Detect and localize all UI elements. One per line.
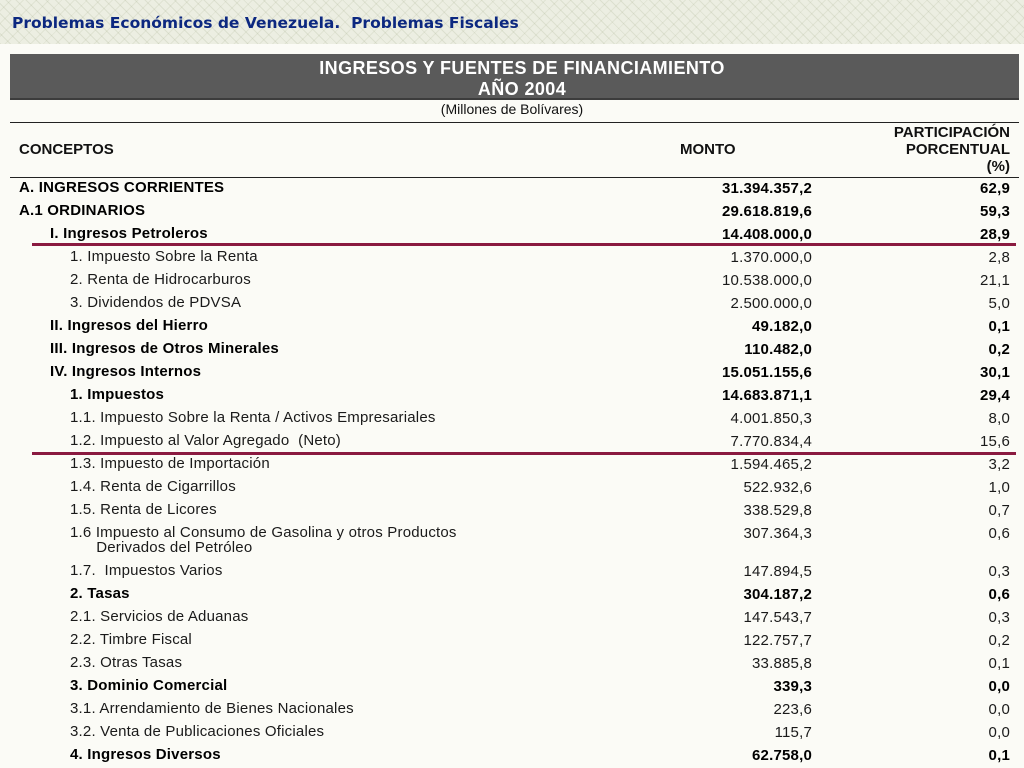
column-header-percent-sign: (%) (986, 158, 1010, 175)
column-header-concepts: CONCEPTOS (19, 141, 114, 158)
table-row (0, 523, 1024, 561)
row-concept: III. Ingresos de Otros Minerales (50, 340, 279, 357)
column-header-participacion: PARTICIPACIÓN (893, 124, 1010, 141)
row-concept: 1.7. Impuestos Varios (70, 562, 223, 579)
table-row (0, 362, 1024, 385)
table-row (0, 500, 1024, 523)
row-percentage: 0,0 (988, 724, 1010, 741)
row-concept: A.1 ORDINARIOS (19, 202, 146, 219)
table-row (0, 607, 1024, 630)
row-monto: 49.182,0 (752, 318, 812, 335)
row-percentage: 0,7 (988, 502, 1010, 519)
row-monto: 14.683.871,1 (722, 387, 812, 404)
row-monto: 147.894,5 (743, 563, 812, 580)
row-percentage: 0,2 (988, 341, 1010, 358)
row-concept: 2. Tasas (70, 585, 130, 602)
row-monto: 110.482,0 (744, 341, 812, 358)
row-monto: 1.594.465,2 (730, 456, 812, 473)
row-concept: I. Ingresos Petroleros (50, 225, 208, 242)
row-concept: 2.1. Servicios de Aduanas (70, 608, 249, 625)
row-monto: 33.885,8 (752, 655, 812, 672)
row-concept: A. INGRESOS CORRIENTES (19, 179, 225, 196)
row-percentage: 0,3 (988, 609, 1010, 626)
row-concept: 3.1. Arrendamiento de Bienes Nacionales (70, 700, 354, 717)
row-monto: 1.370.000,0 (730, 249, 812, 266)
table-row (0, 431, 1024, 454)
row-concept: 3.2. Venta de Publicaciones Oficiales (70, 723, 325, 740)
row-monto: 7.770.834,4 (730, 433, 812, 450)
row-monto: 15.051.155,6 (722, 364, 812, 381)
table-row (0, 653, 1024, 676)
row-monto: 29.618.819,6 (722, 203, 812, 220)
row-monto: 31.394.357,2 (722, 180, 812, 197)
row-monto: 304.187,2 (743, 586, 812, 603)
accent-underline-iva (32, 452, 1016, 455)
row-monto: 122.757,7 (743, 632, 812, 649)
row-percentage: 0,1 (988, 655, 1010, 672)
row-concept: 2.2. Timbre Fiscal (70, 631, 192, 648)
row-percentage: 8,0 (988, 410, 1010, 427)
row-percentage: 29,4 (980, 387, 1010, 404)
column-header-monto: MONTO (680, 141, 736, 158)
table-row (0, 247, 1024, 270)
table-row (0, 477, 1024, 500)
row-monto: 4.001.850,3 (730, 410, 812, 427)
table-row (0, 454, 1024, 477)
row-percentage: 15,6 (980, 433, 1010, 450)
slide-title: Problemas Económicos de Venezuela. Problemas Fiscales (12, 14, 519, 32)
row-monto: 2.500.000,0 (730, 295, 812, 312)
table-row (0, 676, 1024, 699)
table-row (0, 722, 1024, 745)
row-concept: 1.4. Renta de Cigarrillos (70, 478, 236, 495)
table-title: INGRESOS Y FUENTES DE FINANCIAMIENTO (319, 58, 725, 78)
row-percentage: 0,2 (988, 632, 1010, 649)
row-concept: 2. Renta de Hidrocarburos (70, 271, 251, 288)
row-concept: 2.3. Otras Tasas (70, 654, 183, 671)
row-concept: 1.6 Impuesto al Consumo de Gasolina y otros Productos Derivados del Petróleo (70, 524, 457, 556)
row-percentage: 0,6 (988, 586, 1010, 603)
row-percentage: 0,0 (988, 678, 1010, 695)
table-row (0, 630, 1024, 653)
row-concept: 1. Impuestos (70, 386, 165, 403)
row-monto: 223,6 (773, 701, 812, 718)
row-percentage: 59,3 (980, 203, 1010, 220)
table-row (0, 178, 1024, 201)
column-header-porcentual: PORCENTUAL (905, 141, 1010, 158)
row-percentage: 0,6 (988, 525, 1010, 542)
row-percentage: 30,1 (980, 364, 1010, 381)
table-row (0, 584, 1024, 607)
table-row (0, 201, 1024, 224)
row-percentage: 62,9 (980, 180, 1010, 197)
row-percentage: 1,0 (988, 479, 1010, 496)
row-monto: 62.758,0 (752, 747, 812, 764)
row-concept: IV. Ingresos Internos (50, 363, 202, 380)
row-percentage: 0,3 (988, 563, 1010, 580)
header-top-rule (10, 122, 1019, 123)
row-concept: 1.1. Impuesto Sobre la Renta / Activos Empresariales (70, 409, 436, 426)
table-row (0, 699, 1024, 722)
row-concept: 1.2. Impuesto al Valor Agregado (Neto) (70, 432, 342, 449)
row-concept: 1. Impuesto Sobre la Renta (70, 248, 258, 265)
row-monto: 14.408.000,0 (722, 226, 812, 243)
row-concept: 1.3. Impuesto de Importación (70, 455, 270, 472)
row-monto: 522.932,6 (743, 479, 812, 496)
row-concept: 3. Dividendos de PDVSA (70, 294, 242, 311)
row-monto: 10.538.000,0 (722, 272, 812, 289)
row-percentage: 2,8 (988, 249, 1010, 266)
table-row (0, 745, 1024, 768)
row-percentage: 5,0 (988, 295, 1010, 312)
row-monto: 115,7 (774, 724, 812, 741)
table-row (0, 270, 1024, 293)
table-row (0, 316, 1024, 339)
row-percentage: 0,0 (988, 701, 1010, 718)
table-row (0, 385, 1024, 408)
accent-underline-petroleros (32, 243, 1016, 246)
table-row (0, 408, 1024, 431)
row-monto: 338.529,8 (743, 502, 812, 519)
table-year: AÑO 2004 (477, 79, 567, 99)
table-row (0, 339, 1024, 362)
table-units: (Millones de Bolívares) (440, 101, 584, 117)
row-concept: 4. Ingresos Diversos (70, 746, 221, 763)
row-monto: 307.364,3 (743, 525, 812, 542)
row-concept: II. Ingresos del Hierro (50, 317, 208, 334)
table-row (0, 561, 1024, 584)
row-percentage: 0,1 (988, 747, 1010, 764)
table-row (0, 293, 1024, 316)
row-percentage: 28,9 (980, 226, 1010, 243)
row-percentage: 21,1 (980, 272, 1010, 289)
row-concept: 1.5. Renta de Licores (70, 501, 217, 518)
row-percentage: 0,1 (988, 318, 1010, 335)
row-monto: 147.543,7 (743, 609, 812, 626)
row-percentage: 3,2 (988, 456, 1010, 473)
row-monto: 339,3 (773, 678, 812, 695)
row-concept: 3. Dominio Comercial (70, 677, 228, 694)
